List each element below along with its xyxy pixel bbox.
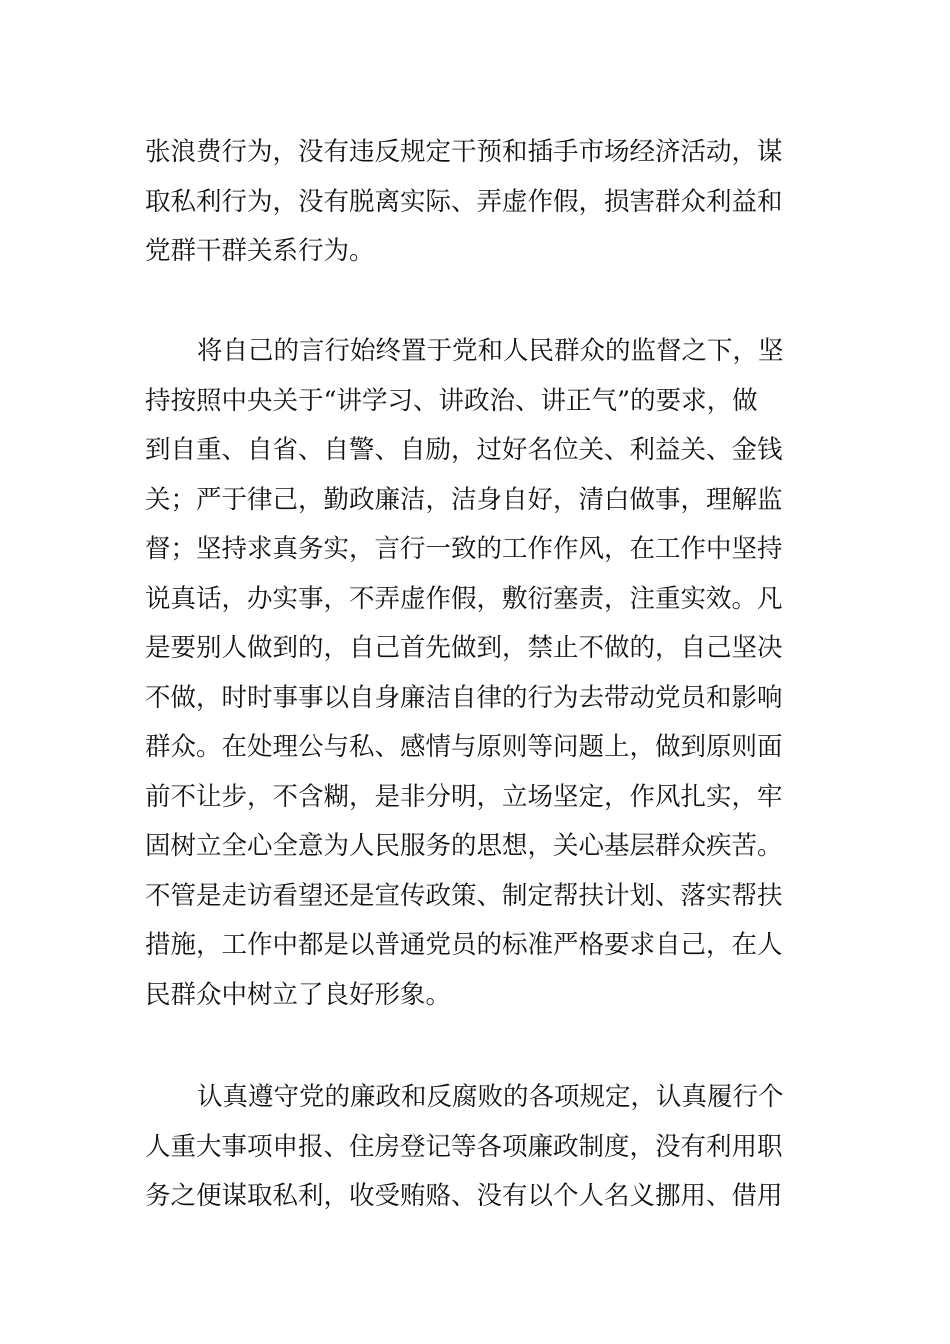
- text-line: 说真话，办实事，不弄虚作假，敷衍塞责，注重实效。凡: [145, 583, 783, 614]
- text-line: 人重大事项申报、住房登记等各项廉政制度，没有利用职: [145, 1131, 783, 1162]
- text-line: 持按照中央关于“讲学习、讲政治、讲正气”的要求，做: [145, 385, 758, 416]
- text-line: 党群干群关系行为。: [145, 236, 375, 266]
- text-line: 前不让步，不含糊，是非分明，立场坚定，作风扎实，牢: [145, 781, 783, 812]
- text-line: 关；严于律己，勤政廉洁，洁身自好，清白做事，理解监: [145, 484, 783, 515]
- text-line: 不管是走访看望还是宣传政策、制定帮扶计划、落实帮扶: [145, 880, 783, 911]
- text-line: 认真遵守党的廉政和反腐败的各项规定，认真履行个: [197, 1082, 784, 1112]
- paragraph-2: [145, 327, 810, 1020]
- text-line: 取私利行为，没有脱离实际、弄虚作假，损害群众利益和: [145, 186, 783, 217]
- text-line: 是要别人做到的，自己首先做到，禁止不做的，自己坚决: [145, 633, 783, 663]
- text-line: 固树立全心全意为人民服务的思想，关心基层群众疾苦。: [145, 831, 783, 861]
- text-line: 张浪费行为，没有违反规定干预和插手市场经济活动，谋: [145, 137, 783, 167]
- text-line: 将自己的言行始终置于党和人民群众的监督之下，坚: [197, 336, 784, 366]
- paragraph-1: [145, 128, 810, 277]
- text-line: 不做，时时事事以自身廉洁自律的行为去带动党员和影响: [145, 682, 783, 713]
- text-line: 务之便谋取私利，收受贿赂、没有以个人名义挪用、借用: [145, 1181, 783, 1211]
- text-line: 到自重、自省、自警、自励，过好名位关、利益关、金钱: [145, 435, 783, 465]
- text-line: 措施，工作中都是以普通党员的标准严格要求自己，在人: [145, 930, 783, 960]
- text-line: 群众。在处理公与私、感情与原则等问题上，做到原则面: [145, 732, 783, 762]
- text-line: 督；坚持求真务实，言行一致的工作作风，在工作中坚持: [145, 534, 783, 564]
- text-line: 民群众中树立了良好形象。: [145, 979, 452, 1010]
- paragraph-3: [145, 1073, 810, 1222]
